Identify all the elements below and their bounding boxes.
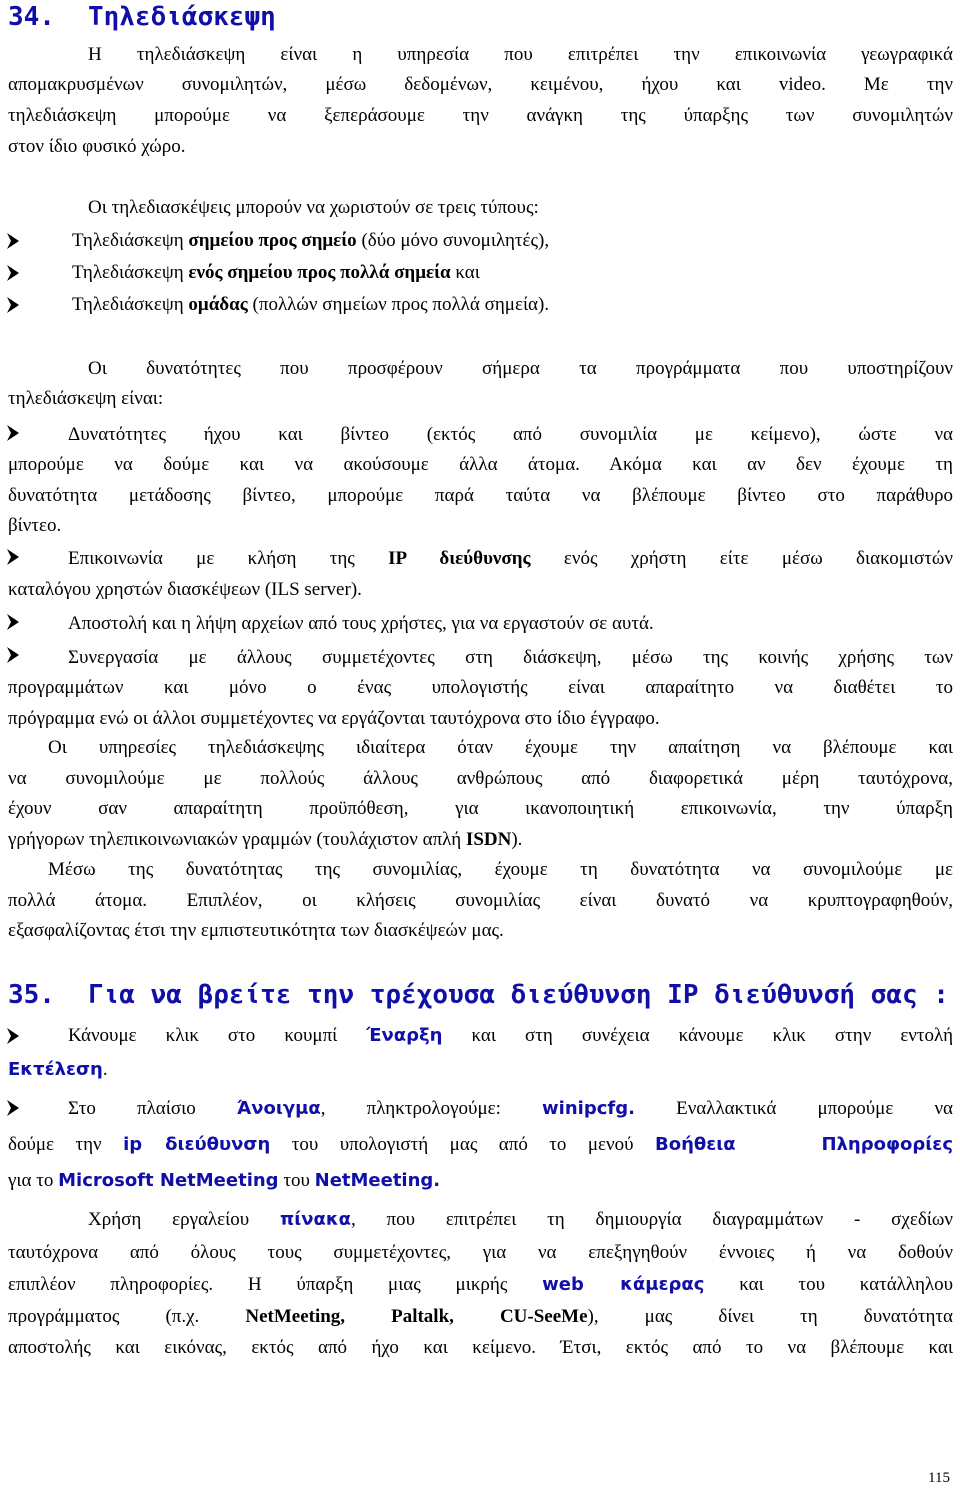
section-number: 34. — [8, 2, 55, 32]
paragraph-line: απομακρυσμένων συνομιλητών, μέσω δεδομένων, κειμένου, ήχου και video. Με την — [8, 74, 953, 95]
ui-term: πίνακα — [279, 1209, 351, 1230]
ui-term: Βοήθεια — [654, 1134, 736, 1155]
paragraph-line: να συνομιλούμε με πολλούς άλλους ανθρώπους από διαφορετικά μέρη ταυτόχρονα, — [8, 768, 953, 789]
page-number: 115 — [928, 1470, 950, 1486]
list-item-text: Τηλεδιάσκεψη — [72, 230, 189, 251]
ui-term: Άνοιγμα — [236, 1098, 321, 1119]
list-item-text: (πολλών σημείων προς πολλά σημεία). — [247, 294, 550, 315]
list-item-line: καταλόγου χρηστών διασκέψεων (ILS server). — [8, 579, 362, 600]
ui-term: Πληροφορίες — [821, 1134, 953, 1155]
list-item-line — [8, 1130, 953, 1160]
arrow-bullet-icon — [6, 1099, 20, 1117]
section-34-heading — [8, 2, 276, 32]
list-item-text: δούμε την — [8, 1134, 124, 1155]
list-item-line — [8, 1166, 953, 1196]
list-item-text: και στη συνέχεια κάνουμε κλικ στην εντολή — [442, 1025, 953, 1046]
paragraph-emphasis: NetMeeting, Paltalk, CU-SeeMe — [245, 1306, 588, 1327]
paragraph-text: και του κατάλληλου — [704, 1274, 953, 1295]
paragraph-text: , που επιτρέπει τη δημιουργία διαγραμμάτων - σχεδίων — [351, 1209, 954, 1230]
ui-term: web κάμερας — [542, 1274, 705, 1295]
list-item-emphasis: σημείου προς σημείο — [188, 230, 357, 251]
ui-term: Microsoft NetMeeting — [58, 1170, 279, 1191]
paragraph-line — [8, 1302, 953, 1332]
paragraph-line: Οι υπηρεσίες τηλεδιάσκεψης ιδιαίτερα όταν έχουμε την απαίτηση να βλέπουμε και — [48, 737, 953, 758]
list-item-text: Κάνουμε κλικ στο κουμπί — [68, 1025, 367, 1046]
list-item-text: Τηλεδιάσκεψη — [72, 294, 189, 315]
list-item-text: Στο πλαίσιο — [68, 1098, 237, 1119]
arrow-bullet-icon — [6, 424, 20, 442]
paragraph-emphasis: ISDN — [465, 829, 512, 850]
list-item — [68, 544, 953, 574]
list-item-text: . — [102, 1059, 108, 1080]
ui-term: Έναρξη — [366, 1025, 443, 1046]
list-item-text: για το — [8, 1170, 59, 1191]
list-item-text: ενός χρήστη είτε μέσω διακομιστών — [530, 548, 954, 569]
list-item-text: του υπολογιστή μας από το μενού — [270, 1134, 655, 1155]
paragraph-text: ). — [511, 829, 523, 850]
list-item-text: και — [450, 262, 480, 283]
list-item-line: δυνατότητα μετάδοσης βίντεο, μπορούμε παρά ταύτα να βλέπουμε βίντεο στο παράθυρο — [8, 485, 953, 506]
arrow-bullet-icon — [6, 548, 20, 566]
list-item-text: (δύο μόνο συνομιλητές), — [356, 230, 550, 251]
list-item-line — [8, 1055, 953, 1085]
list-item-text: , πληκτρολογούμε: — [320, 1098, 543, 1119]
ui-term: NetMeeting. — [314, 1170, 441, 1191]
list-item-text: Εναλλακτικά μπορούμε να — [634, 1098, 954, 1119]
section-35-heading — [8, 980, 949, 1010]
paragraph-line: πολλά άτομα. Επιπλέον, οι κλήσεις συνομιλίας είναι δυνατό να κρυπτογραφηθούν, — [8, 890, 953, 911]
list-item-emphasis: IP διεύθυνσης — [388, 548, 531, 569]
list-item-text: Τηλεδιάσκεψη — [72, 262, 189, 283]
list-item — [68, 1094, 953, 1124]
list-item: Αποστολή και η λήψη αρχείων από τους χρήστες, για να εργαστούν σε αυτά. — [68, 613, 654, 634]
list-item-line: βίντεο. — [8, 515, 62, 536]
list-item: Δυνατότητες ήχου και βίντεο (εκτός από συνομιλία με κείμενο), ώστε να — [68, 424, 953, 445]
ui-term: Εκτέλεση — [8, 1059, 103, 1080]
arrow-bullet-icon — [6, 264, 20, 282]
paragraph-line: στον ίδιο φυσικό χώρο. — [8, 136, 186, 157]
arrow-bullet-icon — [6, 613, 20, 631]
list-item-emphasis: ενός σημείου προς πολλά σημεία — [188, 262, 451, 283]
paragraph-line: τηλεδιάσκεψη είναι: — [8, 388, 164, 409]
section-number: 35. — [8, 980, 55, 1010]
paragraph-line: Μέσω της δυνατότητας της συνομιλίας, έχουμε τη δυνατότητα να συνομιλούμε με — [48, 859, 953, 880]
paragraph-line: έχουν σαν απαραίτητη προϋπόθεση, για ικανοποιητική επικοινωνία, την ύπαρξη — [8, 798, 953, 819]
paragraph-line: Οι τηλεδιασκέψεις μπορούν να χωριστούν σε τρεις τύπους: — [88, 197, 539, 218]
arrow-bullet-icon — [6, 1027, 20, 1045]
list-item — [68, 1021, 953, 1051]
list-item-text: Επικοινωνία με κλήση της — [68, 548, 389, 569]
list-item-emphasis: ομάδας — [188, 294, 248, 315]
paragraph-line — [8, 825, 953, 855]
paragraph-line: ταυτόχρονα από όλους τους συμμετέχοντες, για να επεξηγηθούν έννοιες ή να δοθούν — [8, 1242, 953, 1263]
paragraph-text: ), μας δίνει τη δυνατότητα — [587, 1306, 953, 1327]
arrow-bullet-icon — [6, 646, 20, 664]
paragraph-line: αποστολής και εικόνας, εκτός από ήχο και κείμενο. Έτσι, εκτός από το να βλέπουμε και — [8, 1337, 953, 1358]
list-item — [72, 226, 960, 256]
ui-term: ip διεύθυνση — [123, 1134, 271, 1155]
paragraph-line: εξασφαλίζοντας έτσι την εμπιστευτικότητα των διασκέψεών μας. — [8, 920, 504, 941]
section-title: Για να βρείτε την τρέχουσα διεύθυνση IP διεύθυνσή σας : — [88, 980, 949, 1010]
paragraph-text: προγράμματος (π.χ. — [8, 1306, 246, 1327]
arrow-bullet-icon — [6, 296, 20, 314]
arrow-bullet-icon — [6, 232, 20, 250]
list-item — [72, 290, 960, 320]
list-item-line: προγραμμάτων και μόνο ο ένας υπολογιστής είναι απαραίτητο να διαθέτει το — [8, 677, 953, 698]
ui-term: winipcfg. — [542, 1098, 635, 1119]
list-item: Συνεργασία με άλλους συμμετέχοντες στη διάσκεψη, μέσω της κοινής χρήσης των — [68, 647, 953, 668]
paragraph-line: τηλεδιάσκεψη μπορούμε να ξεπεράσουμε την ανάγκη της ύπαρξης των συνομιλητών — [8, 105, 953, 126]
paragraph-line — [8, 1270, 953, 1300]
paragraph-text: γρήγορων τηλεπικοινωνιακών γραμμών (τουλάχιστον απλή — [8, 829, 466, 850]
list-item — [72, 258, 960, 288]
list-item-text: του — [278, 1170, 315, 1191]
list-item-line: πρόγραμμα ενώ οι άλλοι συμμετέχοντες να εργάζονται ταυτόχρονα στο ίδιο έγγραφο. — [8, 708, 660, 729]
paragraph-text: Χρήση εργαλείου — [88, 1209, 280, 1230]
section-title: Τηλεδιάσκεψη — [88, 2, 276, 32]
paragraph-line: Η τηλεδιάσκεψη είναι η υπηρεσία που επιτρέπει την επικοινωνία γεωγραφικά — [88, 44, 953, 65]
paragraph-text: επιπλέον πληροφορίες. Η ύπαρξη μιας μικρής — [8, 1274, 543, 1295]
paragraph-line — [88, 1205, 953, 1235]
list-item-line: μπορούμε να δούμε και να ακούσουμε άλλα άτομα. Ακόμα και αν δεν έχουμε τη — [8, 454, 953, 475]
paragraph-line: Οι δυνατότητες που προσφέρουν σήμερα τα προγράμματα που υποστηρίζουν — [88, 358, 953, 379]
